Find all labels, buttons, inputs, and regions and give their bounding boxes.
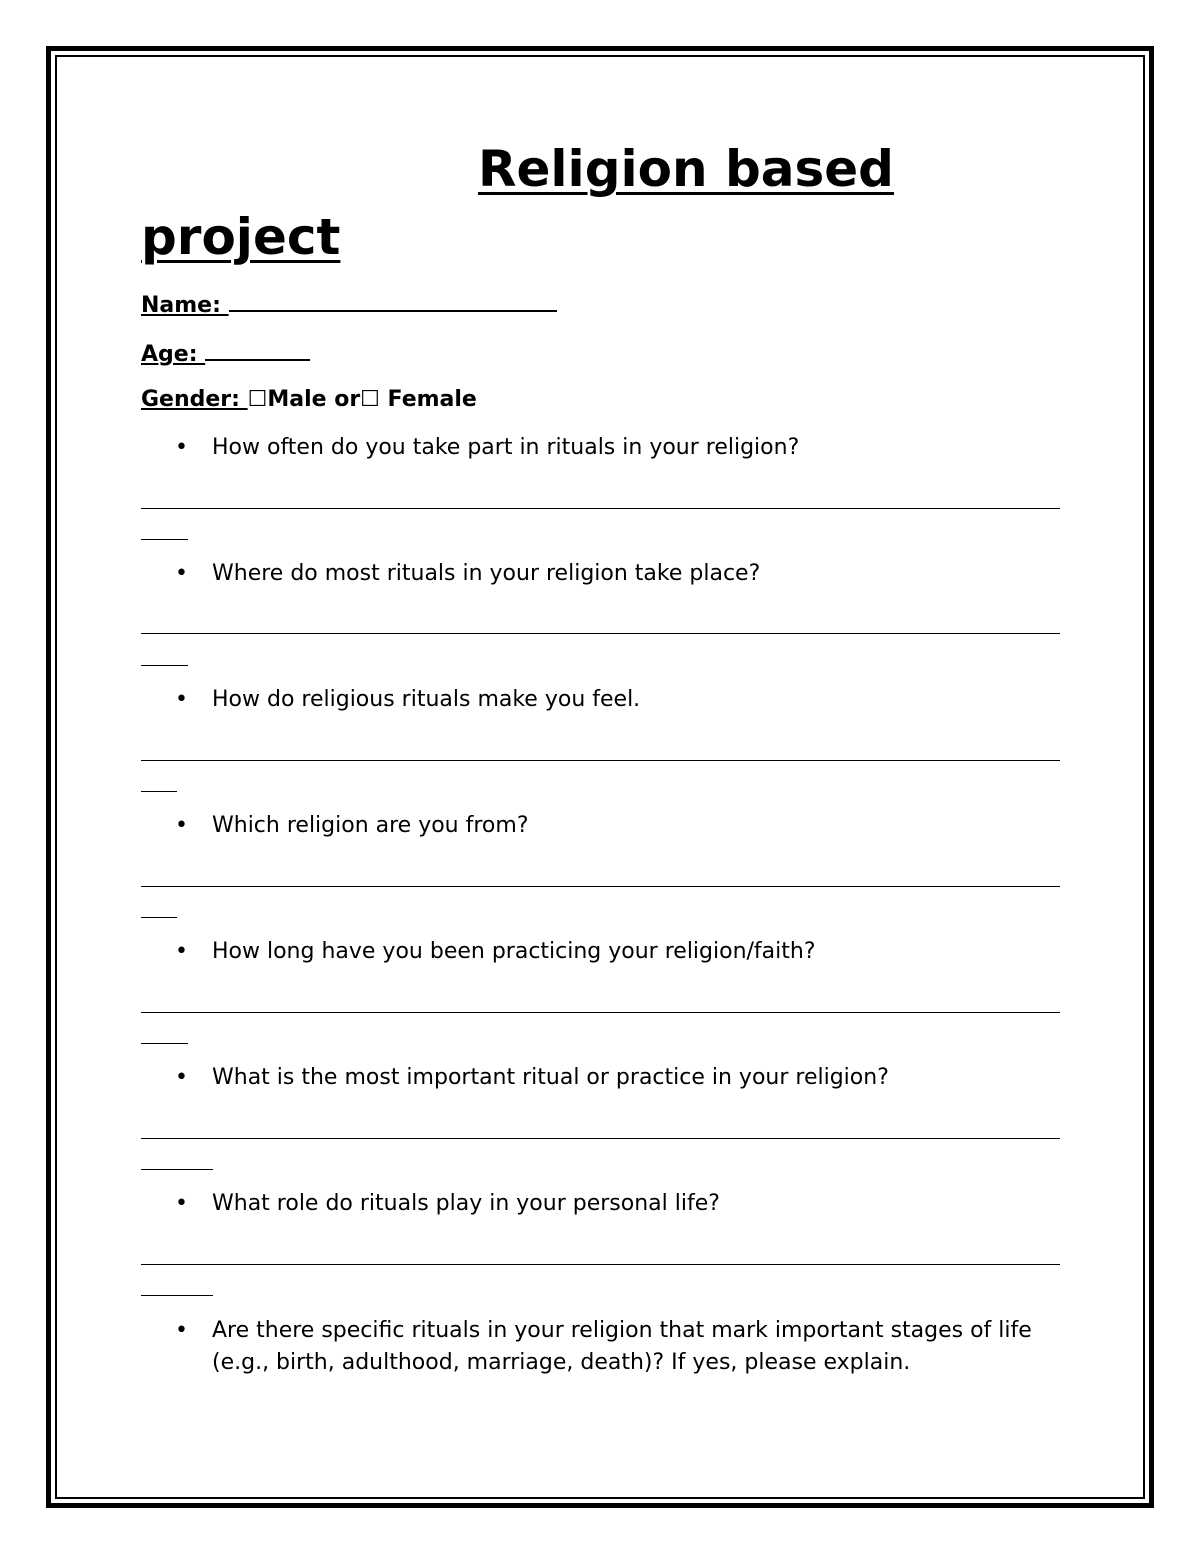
answer-line-4[interactable] [141,886,1060,887]
answer-line-4-tail [141,917,177,918]
answer-line-5[interactable] [141,1012,1060,1013]
question-text: Which religion are you from? [212,813,529,838]
bullet-icon: • [175,939,188,964]
question-text: How do religious rituals make you feel. [212,687,641,712]
question-3 [175,687,641,712]
page-border-inner [55,55,1145,1499]
question-1 [175,435,800,460]
question-4 [175,813,529,838]
answer-line-3-tail [141,791,177,792]
answer-line-5-tail [141,1043,188,1044]
answer-line-7-tail [141,1295,213,1296]
page-title-continued: project [141,208,341,266]
gender-options[interactable]: ☐Male or☐ Female [247,387,477,412]
name-label: Name: [141,293,229,318]
answer-line-3[interactable] [141,760,1060,761]
question-text: How long have you been practicing your religion/faith? [212,939,816,964]
age-blank[interactable] [205,341,310,361]
bullet-icon: • [175,561,188,586]
bullet-icon: • [175,435,188,460]
question-5 [175,939,816,964]
age-field[interactable] [141,341,310,367]
name-blank[interactable] [229,292,557,312]
question-text: Are there specific rituals in your religion that mark important stages of life (e.g., birth, adulthood, marriage, death)? If yes, please explain. [212,1318,1032,1375]
question-text: What is the most important ritual or practice in your religion? [212,1065,889,1090]
question-6 [175,1065,889,1090]
question-text: Where do most rituals in your religion take place? [212,561,761,586]
answer-line-1-tail [141,539,188,540]
age-label: Age: [141,342,206,367]
answer-line-1[interactable] [141,508,1060,509]
answer-line-7[interactable] [141,1264,1060,1265]
answer-line-2-tail [141,665,188,666]
answer-line-6[interactable] [141,1138,1060,1139]
name-field[interactable] [141,292,557,318]
bullet-icon: • [175,813,188,838]
bullet-icon: • [175,1318,188,1343]
question-2 [175,561,761,586]
bullet-icon: • [175,1065,188,1090]
bullet-icon: • [175,1191,188,1216]
question-8 [175,1315,1062,1379]
answer-line-2[interactable] [141,633,1060,634]
gender-label: Gender: [141,387,248,412]
question-7 [175,1191,720,1216]
question-text: What role do rituals play in your personal life? [212,1191,720,1216]
question-text: How often do you take part in rituals in your religion? [212,435,800,460]
bullet-icon: • [175,687,188,712]
page-title: Religion based [478,140,894,198]
gender-field [141,387,477,412]
answer-line-6-tail [141,1169,213,1170]
